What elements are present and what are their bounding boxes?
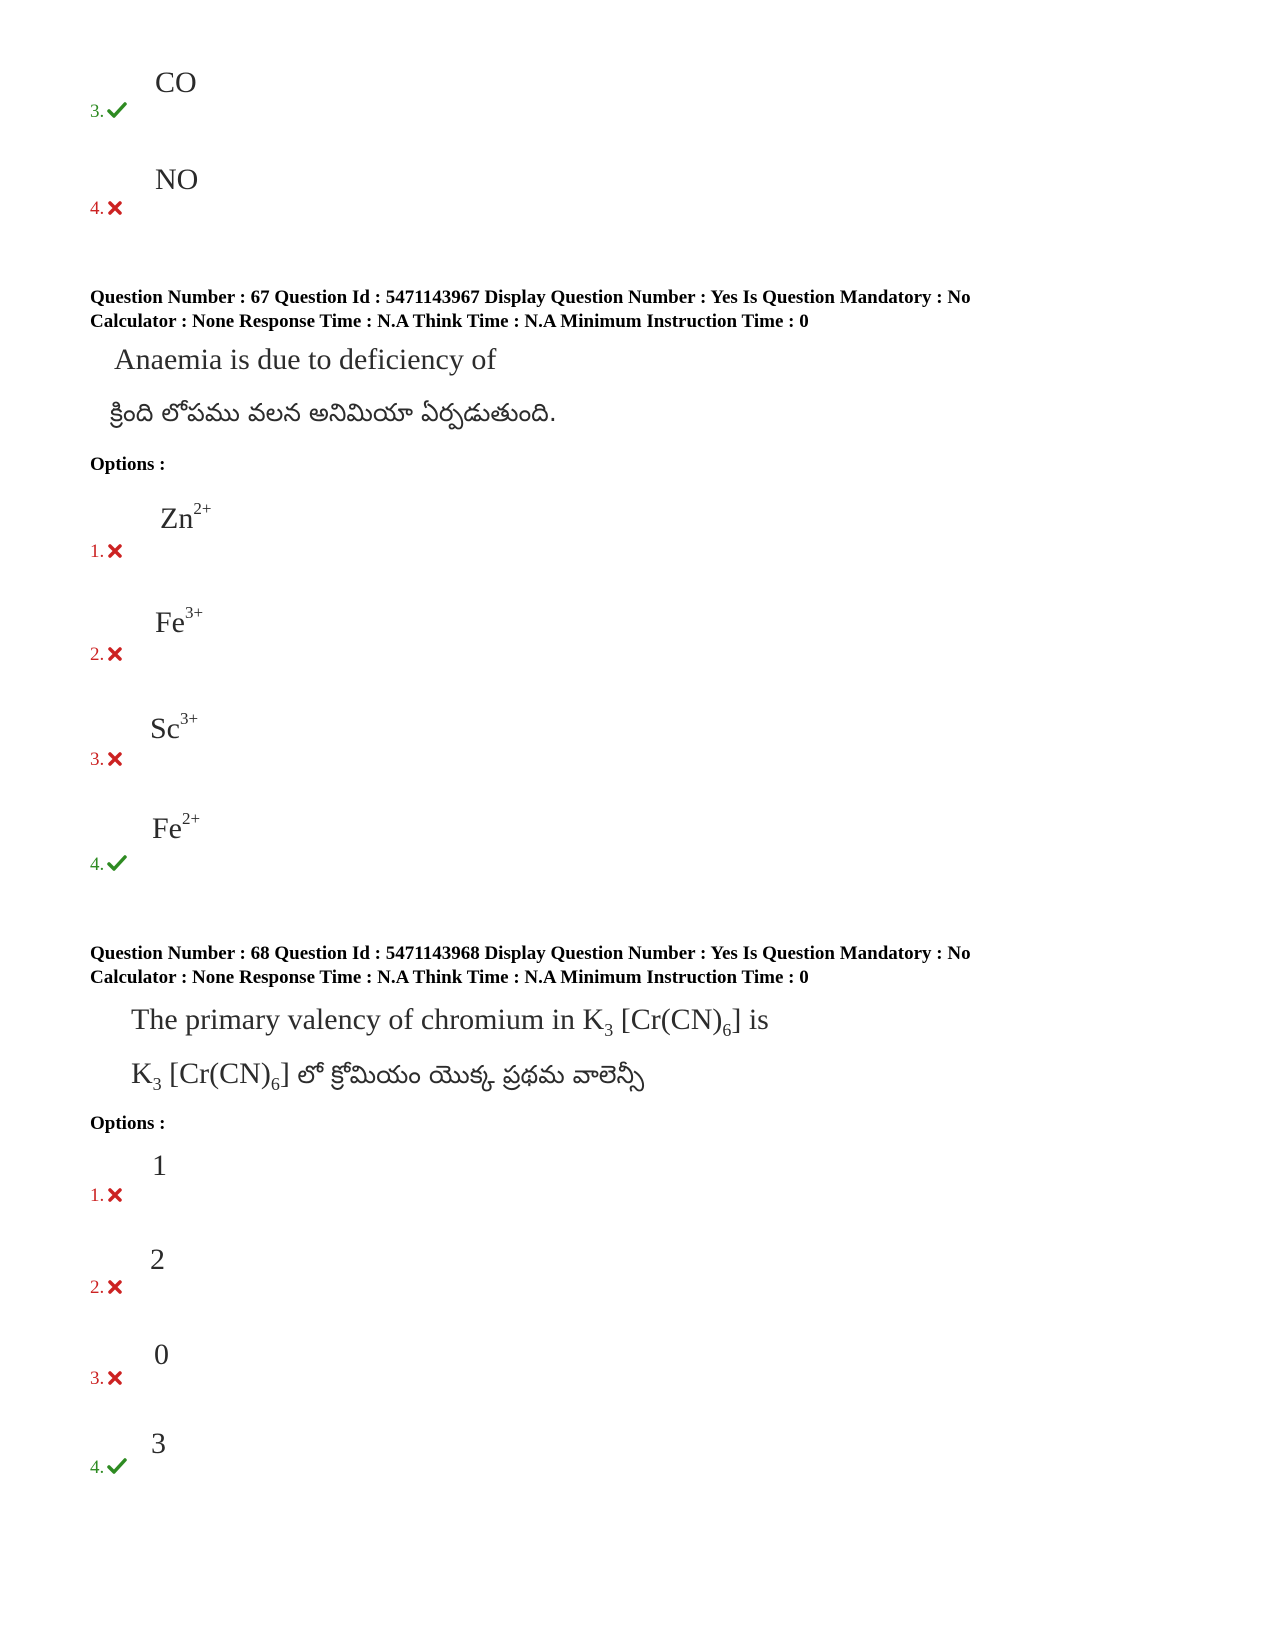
option-number-wrong [90,198,123,221]
stem-text: [Cr(CN) [613,1003,723,1036]
option-charge: 3+ [180,709,199,728]
cross-icon [107,542,123,564]
option-number-wrong [90,1185,123,1208]
option-charge: 3+ [185,603,204,622]
stem-subscript: 6 [270,1074,280,1094]
option-text: 0 [154,1338,169,1371]
check-icon [107,1458,127,1480]
option-number: 3. [90,101,105,122]
question-meta-line-2: Calculator : None Response Time : N.A Think Time : N.A Minimum Instruction Time : 0 [90,311,809,332]
option-number-wrong [90,749,123,772]
question-stem-telugu [131,1057,644,1096]
options-label: Options : [90,454,166,475]
option-text [155,603,204,640]
option-text [160,499,212,536]
stem-text: ] is [731,1003,769,1036]
check-icon [107,855,127,877]
option-base: Fe [152,812,182,845]
option-text: 1 [152,1149,167,1182]
stem-text: ] [279,1057,298,1090]
option-text: 2 [150,1243,165,1276]
options-label: Options : [90,1113,166,1134]
question-stem-telugu: క్రింది లోపము వలన అనిమియా ఏర్పడుతుంది. [110,398,557,427]
question-meta [90,942,971,990]
cross-icon [107,1278,123,1300]
stem-telugu-text: లో క్రోమియం యొక్క ప్రథమ వాలెన్సీ [297,1060,645,1089]
option-number: 2. [90,1277,105,1298]
stem-subscript: 6 [722,1020,732,1040]
option-base: Zn [160,502,194,535]
option-number: 3. [90,1368,105,1389]
check-icon [107,102,127,124]
question-meta [90,286,971,334]
stem-text: [Cr(CN) [161,1057,271,1090]
option-text: 3 [151,1427,166,1460]
option-text [150,709,199,746]
option-charge: 2+ [182,809,201,828]
option-charge: 2+ [193,499,212,518]
question-meta-line-2: Calculator : None Response Time : N.A Think Time : N.A Minimum Instruction Time : 0 [90,967,809,988]
option-number-wrong [90,644,123,667]
stem-text: The primary valency of chromium in K [131,1003,605,1036]
option-text: CO [155,66,197,99]
option-number-correct [90,1457,127,1480]
cross-icon [107,199,123,221]
option-number: 4. [90,198,105,219]
question-stem-english [131,1003,769,1041]
option-number-correct [90,854,127,877]
option-base: Sc [150,712,180,745]
option-number: 3. [90,749,105,770]
option-number: 1. [90,1185,105,1206]
option-base: Fe [155,606,185,639]
question-meta-line-1: Question Number : 67 Question Id : 5471143967 Display Question Number : Yes Is Question Mandatory : No [90,287,971,308]
cross-icon [107,1186,123,1208]
stem-subscript: 3 [152,1074,162,1094]
option-number-correct [90,101,127,124]
cross-icon [107,1369,123,1391]
option-number: 4. [90,1457,105,1478]
option-number-wrong [90,1277,123,1300]
cross-icon [107,750,123,772]
stem-text: K [131,1057,153,1090]
option-number-wrong [90,541,123,564]
cross-icon [107,645,123,667]
option-number: 4. [90,854,105,875]
option-number-wrong [90,1368,123,1391]
option-number: 2. [90,644,105,665]
question-stem-english: Anaemia is due to deficiency of [114,343,497,376]
option-text [152,809,201,846]
stem-subscript: 3 [604,1020,614,1040]
option-number: 1. [90,541,105,562]
option-text: NO [155,163,199,196]
question-meta-line-1: Question Number : 68 Question Id : 5471143968 Display Question Number : Yes Is Question Mandatory : No [90,943,971,964]
